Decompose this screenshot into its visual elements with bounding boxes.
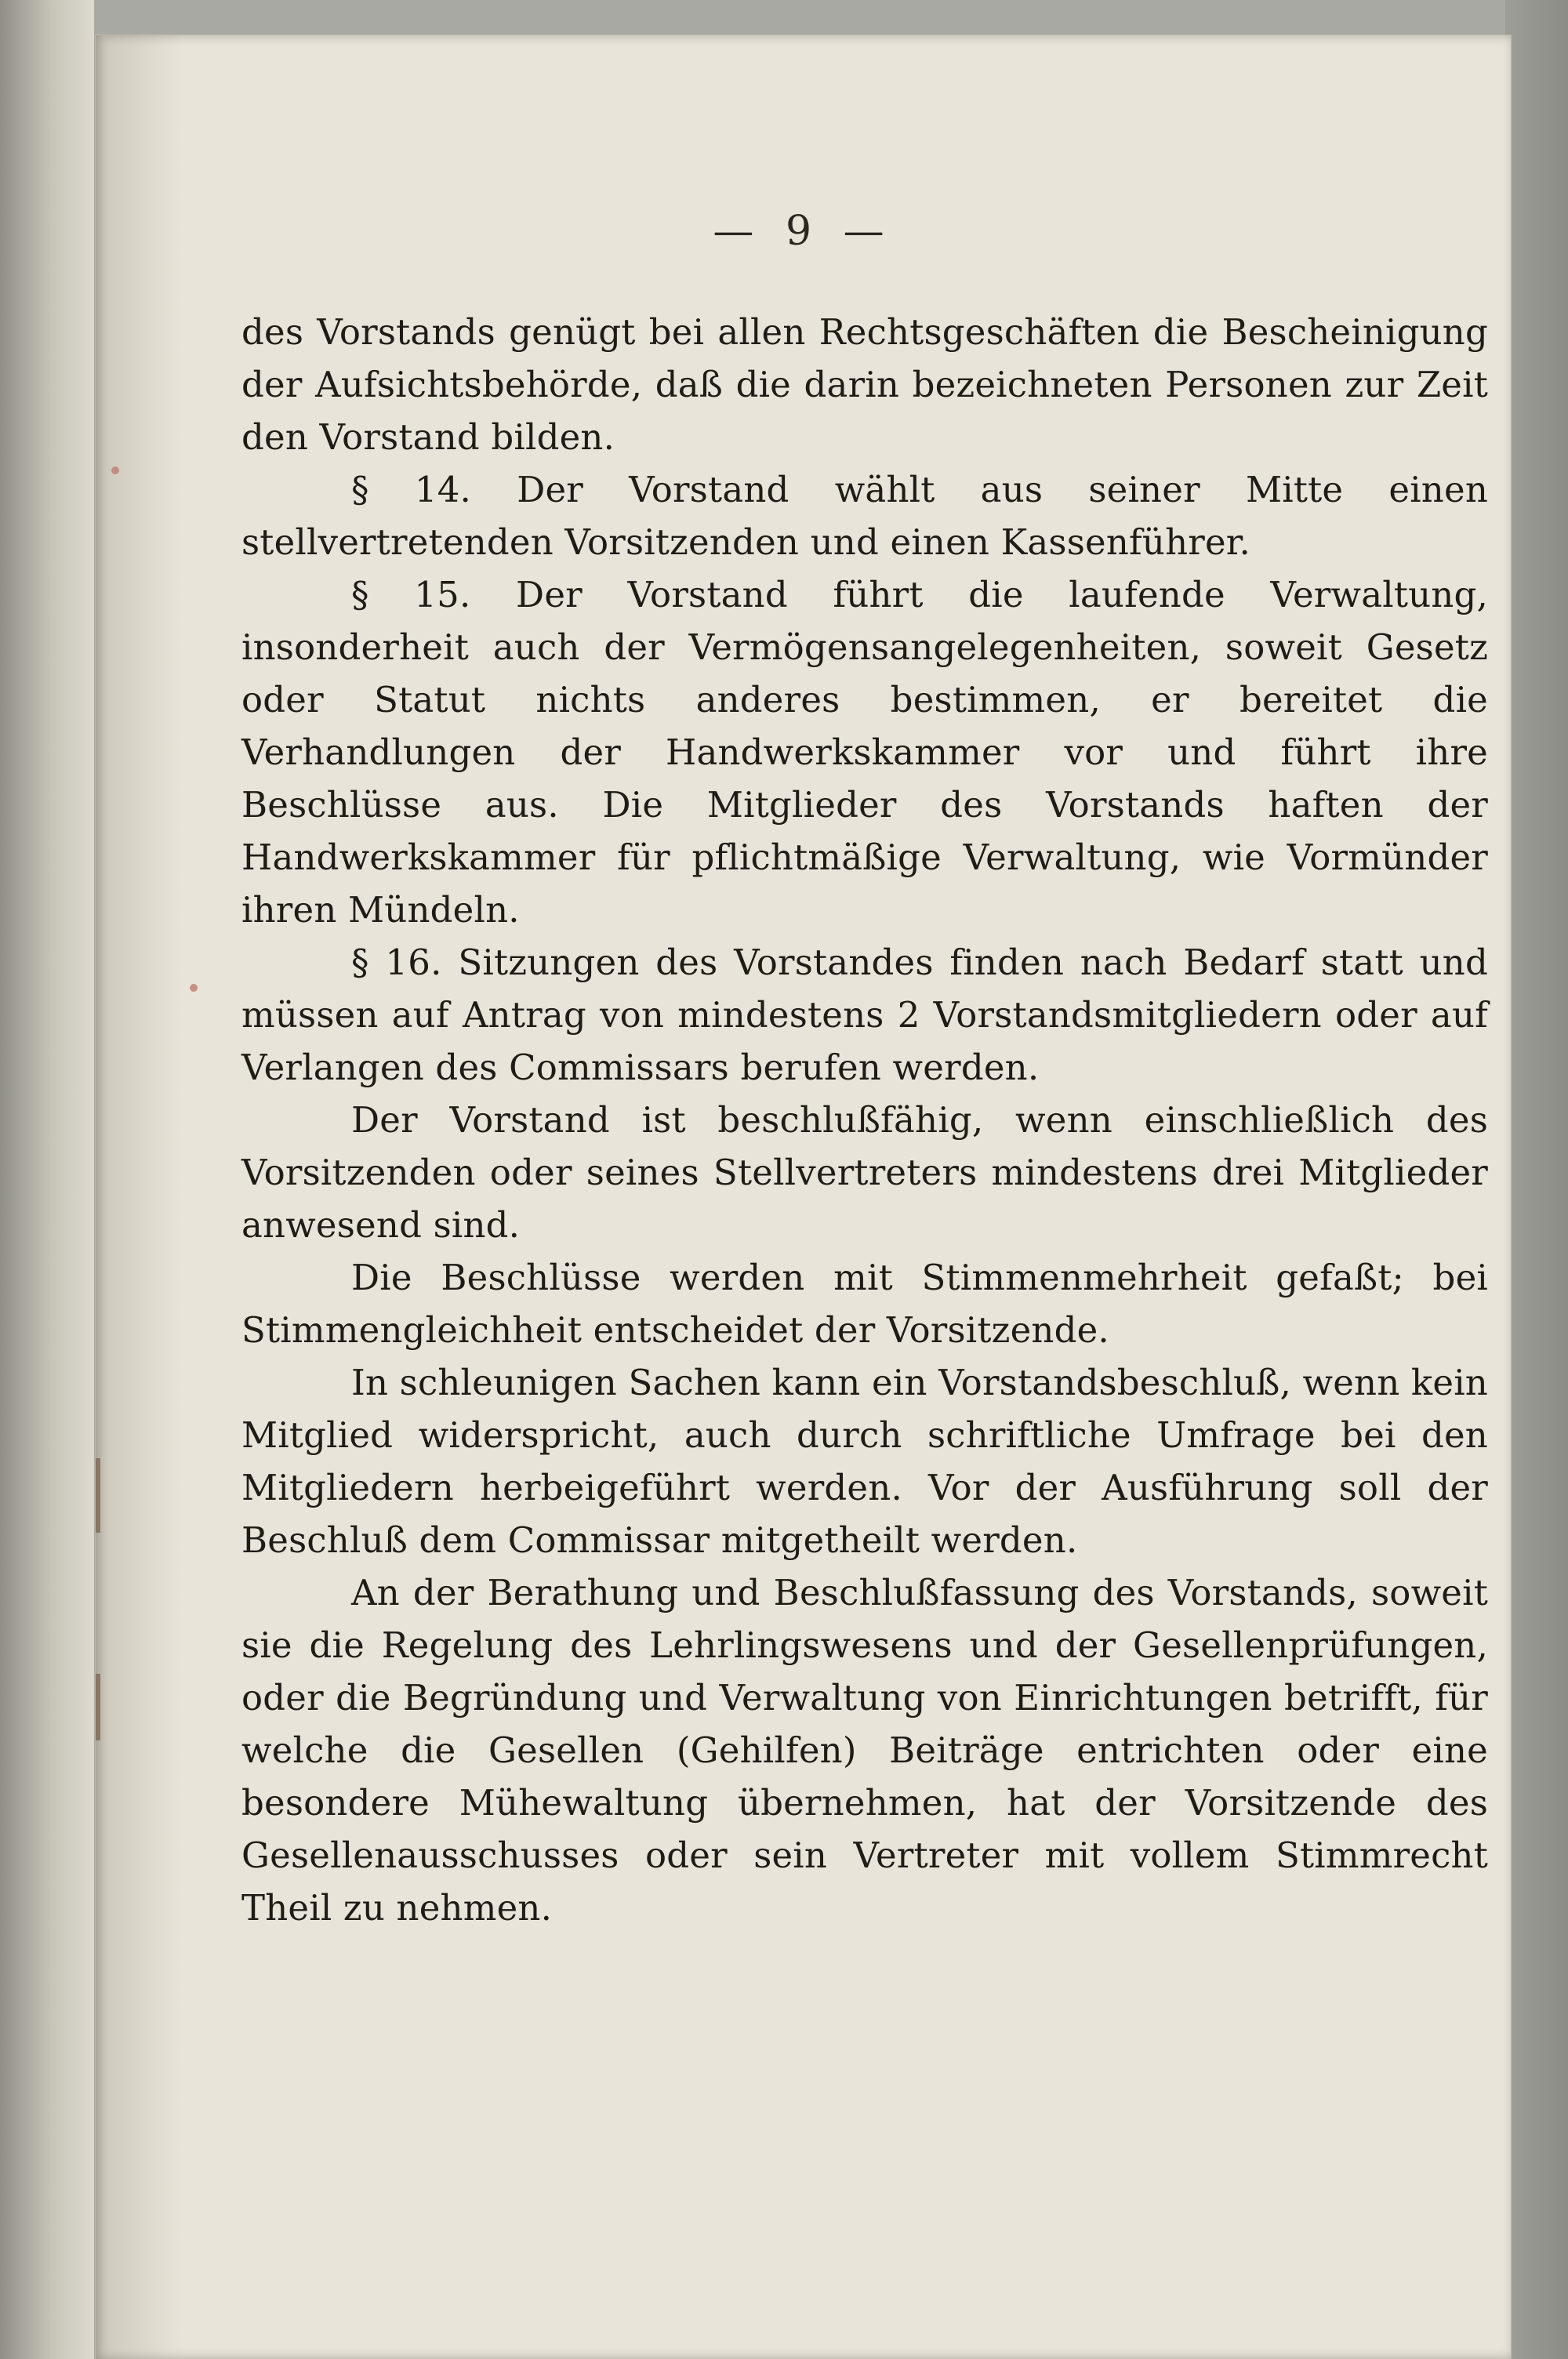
paragraph-quorum: Der Vorstand ist beschlußfähig, wenn einschließlich des Vorsitzenden oder seines Stellvertreters mindestens drei Mitglieder anwesend sind. <box>241 1099 1488 1246</box>
paragraph-urgent-matters: In schleunigen Sachen kann ein Vorstandsbeschluß, wenn kein Mitglied widerspricht, auch durch schriftliche Umfrage bei den Mitgliedern herbeigeführt werden. Vor der Ausführung soll der Beschluß dem Commissar mitgetheilt werden. <box>241 1362 1488 1561</box>
paragraph-section-14: § 14. Der Vorstand wählt aus seiner Mitte einen stellvertretenden Vorsitzenden und einen Kassenführer. <box>241 469 1488 563</box>
paper-speck <box>190 984 198 992</box>
page-edge-background <box>1505 0 1568 2359</box>
paragraph-journeyman-participation: An der Berathung und Beschlußfassung des Vorstands, soweit sie die Regelung des Lehrlingswesens und der Gesellenprüfungen, oder die Begründung und Verwaltung von Einrichtungen betrifft, für welche die Gesellen (Gehilfen) Beiträge entrichten oder eine besondere Mühewaltung übernehmen, hat der Vorsitzende des Gesellenausschusses oder sein Vertreter mit vollem Stimmrecht Theil zu nehmen. <box>241 1572 1488 1929</box>
page-text <box>241 306 1488 1934</box>
book-binding-gutter <box>0 0 94 2359</box>
paragraph-majority: Die Beschlüsse werden mit Stimmenmehrheit gefaßt; bei Stimmengleichheit entscheidet der Vorsitzende. <box>241 1257 1488 1351</box>
book-page <box>96 35 1511 2359</box>
paragraph-section-16: § 16. Sitzungen des Vorstandes finden nach Bedarf statt und müssen auf Antrag von mindestens 2 Vorstandsmitgliedern oder auf Verlangen des Commissars berufen werden. <box>241 942 1488 1088</box>
page-number: — 9 — <box>713 208 894 255</box>
paragraph-continuation: des Vorstands genügt bei allen Rechtsgeschäften die Bescheinigung der Aufsichtsbehörde, daß die darin bezeichneten Personen zur Zeit den Vorstand bilden. <box>241 311 1488 458</box>
paragraph-section-15: § 15. Der Vorstand führt die laufende Verwaltung, insonderheit auch der Vermögensangelegenheiten, soweit Gesetz oder Statut nichts anderes bestimmen, er bereitet die Verhandlungen der Handwerkskammer vor und führt ihre Beschlüsse aus. Die Mitglieder des Vorstands haften der Handwerkskammer für pflichtmäßige Verwaltung, wie Vormünder ihren Mündeln. <box>241 574 1488 931</box>
paper-stain-mark <box>96 1674 100 1740</box>
paper-stain-mark <box>96 1458 100 1533</box>
paper-speck <box>111 466 119 474</box>
